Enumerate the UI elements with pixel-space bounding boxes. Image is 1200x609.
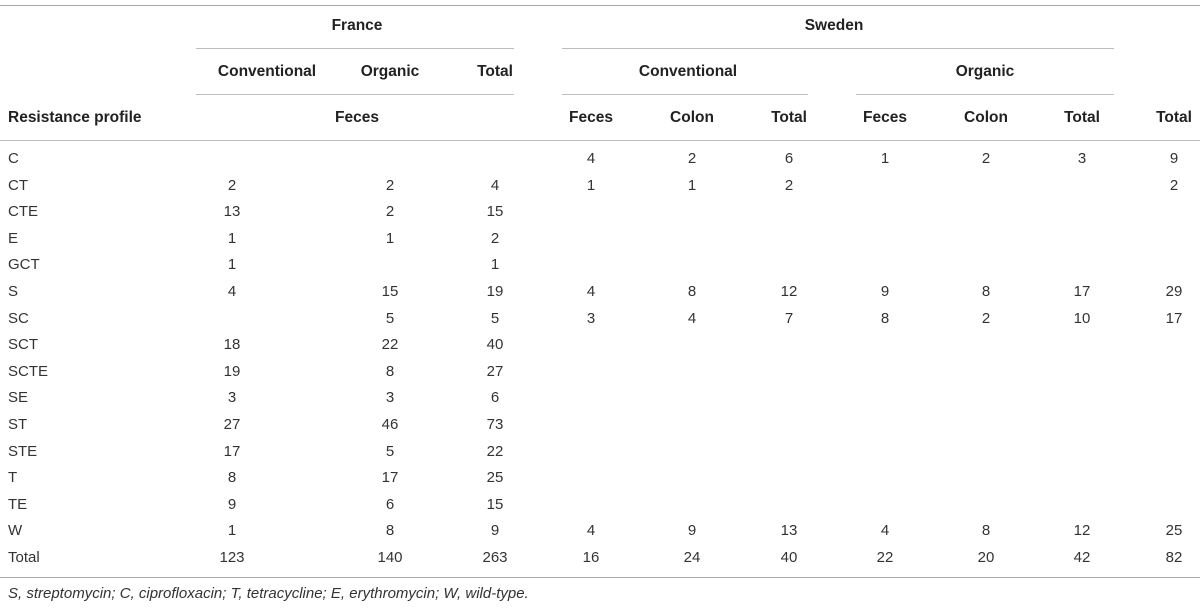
header-bottom-rule — [0, 140, 1200, 141]
table-cell: 1 — [880, 150, 890, 167]
table-cell: 22 — [876, 549, 894, 566]
table-cell: 22 — [486, 443, 504, 460]
table-cell: 42 — [1073, 549, 1091, 566]
row-label: SC — [8, 310, 29, 327]
table-cell: 17 — [1073, 283, 1091, 300]
table-cell: 2 — [981, 310, 991, 327]
table-cell: 25 — [1165, 522, 1183, 539]
table-cell: 4 — [687, 310, 697, 327]
sweden-conventional-rule — [562, 94, 808, 95]
sweden-group-header: Sweden — [804, 17, 864, 34]
table-cell: 40 — [486, 336, 504, 353]
table-cell: 22 — [381, 336, 399, 353]
table-cell: 9 — [687, 522, 697, 539]
table-cell: 3 — [1077, 150, 1087, 167]
table-cell: 8 — [880, 310, 890, 327]
sweden-conventional-feces-header: Feces — [569, 109, 613, 126]
table-cell: 15 — [486, 496, 504, 513]
table-cell: 73 — [486, 416, 504, 433]
table-cell: 2 — [490, 230, 500, 247]
table-cell: 2 — [784, 177, 794, 194]
table-cell: 29 — [1165, 283, 1183, 300]
table-cell: 16 — [582, 549, 600, 566]
table-cell: 1 — [227, 522, 237, 539]
table-cell: 2 — [981, 150, 991, 167]
table-cell: 12 — [1073, 522, 1091, 539]
table-cell: 8 — [981, 283, 991, 300]
sweden-organic-feces-header: Feces — [863, 109, 907, 126]
table-cell: 15 — [381, 283, 399, 300]
table-cell: 1 — [586, 177, 596, 194]
table-cell: 1 — [490, 256, 500, 273]
row-label: TE — [8, 496, 28, 513]
sweden-organic-header: Organic — [955, 63, 1015, 80]
table-cell: 1 — [687, 177, 697, 194]
table-cell: 19 — [223, 363, 241, 380]
table-cell: 4 — [490, 177, 500, 194]
sweden-conventional-total-header: Total — [771, 109, 807, 126]
table-cell: 40 — [780, 549, 798, 566]
sweden-conventional-header: Conventional — [638, 63, 738, 80]
table-cell: 2 — [227, 177, 237, 194]
table-footnote: S, streptomycin; C, ciprofloxacin; T, tetracycline; E, erythromycin; W, wild-type. — [8, 585, 529, 602]
sweden-group-rule — [562, 48, 1114, 49]
row-label: E — [8, 230, 19, 247]
row-label: STE — [8, 443, 38, 460]
table-cell: 4 — [586, 283, 596, 300]
sweden-organic-rule — [856, 94, 1114, 95]
table-cell: 13 — [223, 203, 241, 220]
table-cell: 27 — [486, 363, 504, 380]
table-cell: 4 — [586, 150, 596, 167]
row-label: ST — [8, 416, 28, 433]
table-cell: 5 — [385, 443, 395, 460]
france-group-header: France — [331, 17, 383, 34]
table-cell: 6 — [784, 150, 794, 167]
table-cell: 9 — [490, 522, 500, 539]
table-cell: 8 — [227, 469, 237, 486]
table-cell: 140 — [377, 549, 403, 566]
table-cell: 7 — [784, 310, 794, 327]
table-cell: 8 — [385, 522, 395, 539]
table-top-rule — [0, 5, 1200, 6]
table-cell: 9 — [227, 496, 237, 513]
row-label: GCT — [8, 256, 40, 273]
table-cell: 4 — [880, 522, 890, 539]
table-cell: 3 — [385, 389, 395, 406]
table-cell: 123 — [219, 549, 245, 566]
table-cell: 46 — [381, 416, 399, 433]
table-cell: 8 — [687, 283, 697, 300]
table-cell: 12 — [780, 283, 798, 300]
table-cell: 3 — [227, 389, 237, 406]
row-label: W — [8, 522, 23, 539]
table-cell: 5 — [490, 310, 500, 327]
row-label-header: Resistance profile — [8, 109, 142, 126]
table-cell: 1 — [227, 256, 237, 273]
table-cell: 27 — [223, 416, 241, 433]
table-cell: 2 — [385, 177, 395, 194]
table-cell: 17 — [1165, 310, 1183, 327]
table-cell: 10 — [1073, 310, 1091, 327]
table-cell: 4 — [227, 283, 237, 300]
table-cell: 8 — [981, 522, 991, 539]
table-cell: 2 — [687, 150, 697, 167]
table-cell: 82 — [1165, 549, 1183, 566]
table-cell: 24 — [683, 549, 701, 566]
france-organic-header: Organic — [360, 63, 420, 80]
table-cell: 18 — [223, 336, 241, 353]
table-cell: 2 — [1169, 177, 1179, 194]
table-cell: 13 — [780, 522, 798, 539]
table-bottom-rule — [0, 577, 1200, 578]
sweden-organic-colon-header: Colon — [964, 109, 1008, 126]
table-cell: 17 — [223, 443, 241, 460]
table-cell: 19 — [486, 283, 504, 300]
sweden-conventional-colon-header: Colon — [670, 109, 714, 126]
row-label: T — [8, 469, 18, 486]
france-sample-header: Feces — [335, 109, 379, 126]
france-subgroup-rule — [196, 94, 514, 95]
row-label: SCT — [8, 336, 38, 353]
table-cell: 9 — [1169, 150, 1179, 167]
sweden-organic-total-header: Total — [1064, 109, 1100, 126]
table-cell: 6 — [490, 389, 500, 406]
table-cell: 8 — [385, 363, 395, 380]
france-conventional-header: Conventional — [217, 63, 317, 80]
table-cell: 2 — [385, 203, 395, 220]
table-cell: 25 — [486, 469, 504, 486]
row-label: SCTE — [8, 363, 49, 380]
france-total-header: Total — [477, 63, 513, 80]
table-cell: 20 — [977, 549, 995, 566]
row-label: S — [8, 283, 19, 300]
table-cell: 6 — [385, 496, 395, 513]
row-label: Total — [8, 549, 40, 566]
row-label: CTE — [8, 203, 38, 220]
row-label: CT — [8, 177, 28, 194]
row-label: SE — [8, 389, 29, 406]
table-cell: 263 — [482, 549, 508, 566]
table-cell: 4 — [586, 522, 596, 539]
france-group-rule — [196, 48, 514, 49]
table-cell: 17 — [381, 469, 399, 486]
table-cell: 9 — [880, 283, 890, 300]
table-cell: 3 — [586, 310, 596, 327]
table-cell: 15 — [486, 203, 504, 220]
row-label: C — [8, 150, 19, 167]
sweden-total-header: Total — [1156, 109, 1192, 126]
table-cell: 1 — [227, 230, 237, 247]
table-cell: 5 — [385, 310, 395, 327]
table-cell: 1 — [385, 230, 395, 247]
